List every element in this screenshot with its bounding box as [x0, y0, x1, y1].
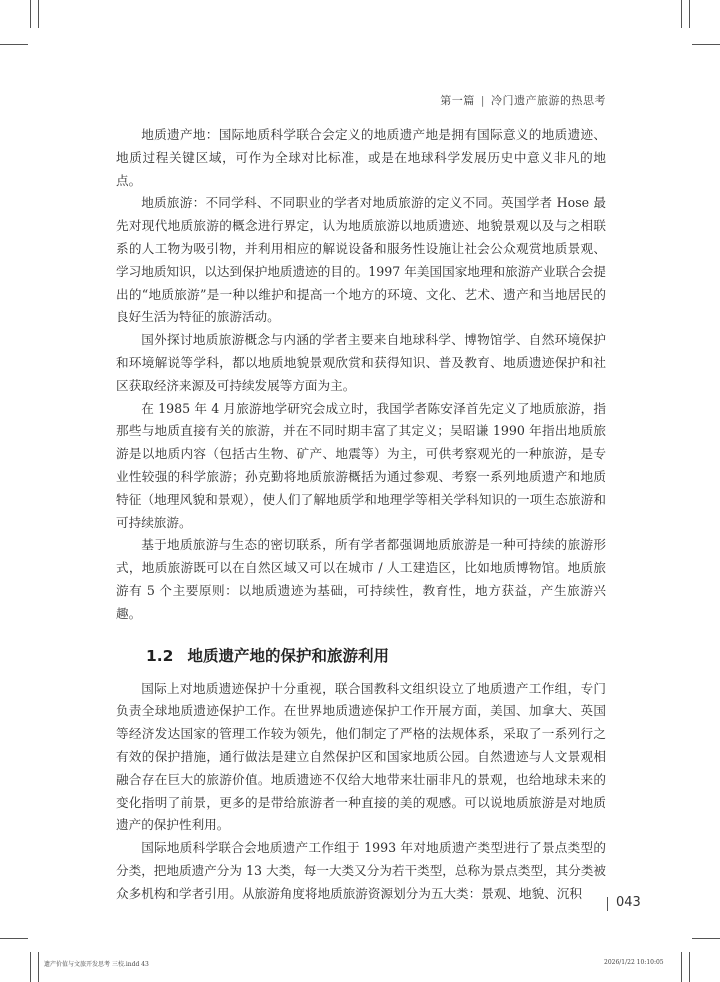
crop-mark [0, 44, 28, 45]
header-separator: | [480, 94, 485, 107]
crop-mark [689, 0, 690, 28]
crop-mark [689, 952, 690, 982]
slug-timestamp: 2026/1/22 10:10:05 [604, 959, 664, 966]
section-title: 地质遗产地的保护和旅游利用 [187, 646, 389, 665]
running-header [440, 92, 606, 108]
section-heading [146, 644, 606, 666]
paragraph-international-protection: 国际上对地质遗迹保护十分重视，联合国教科文组织设立了地质遗产工作组，专门负责全球地质遗迹保护工作。在世界地质遗迹保护工作开展方面，美国、加拿大、英国等经济发达国家的管理工作较为领先，他们制定了严格的法规体系，采取了一系列行之有效的保护措施，通行做法是建立自然保护区和国家地质公园。自然遗迹与人文景观相融合存在巨大的旅游价值。地质遗迹不仅给大地带来壮丽非凡的景观，也给地球未来的变化指明了前景，更多的是带给旅游者一种直接的美的观感。可以说地质旅游是对地质遗产的保护性利用。 [116, 680, 606, 833]
paragraph-foreign-scholars: 国外探讨地质旅游概念与内涵的学者主要来自地球科学、博物馆学、自然环境保护和环境解说等学科，都以地质地貌景观欣赏和获得知识、普及教育、地质遗迹保护和社区获取经济来源及可持续发展等方面为主。 [116, 332, 606, 393]
paragraph-classification: 国际地质科学联合会地质遗产工作组于 1993 年对地质遗产类型进行了景点类型的分类，把地质遗产分为 13 大类，每一大类又分为若干类型，总称为景点类型，其分类被众多机构和学者引用。从旅游角度将地质旅游资源划分为五大类：景观、地貌、沉积 [116, 840, 607, 901]
crop-mark [30, 0, 31, 28]
crop-mark [38, 0, 39, 28]
slug-file: 遗产价值与文旅开发思考 三校.indd 43 [44, 961, 149, 968]
crop-mark [681, 0, 682, 28]
paragraph-chinese-scholars: 在 1985 年 4 月旅游地学研究会成立时，我国学者陈安泽首先定义了地质旅游，指那些与地质直接有关的旅游，并在不同时期丰富了其定义；吴昭谦 1990 年指出地质旅游是以地质内容（包括古生物、矿产、地震等）为主，可供考察观光的一种旅游，是专业性较强的科学旅游；孙克勤将地质旅游概括为通过参观、考察一系列地质遗产和地质特征（地理风貌和景观），使人们了解地质学和地理学等相关学科知识的一项生态旅游和可持续旅游。 [116, 400, 606, 530]
crop-mark [0, 938, 28, 939]
paragraph-principles: 基于地质旅游与生态的密切联系，所有学者都强调地质旅游是一种可持续的旅游形式，地质旅游既可以在自然区域又可以在城市 / 人工建造区，比如地质博物馆。地质旅游有 5 个主要原则：以地质遗迹为基础，可持续性，教育性，地方获益，产生旅游兴趣。 [116, 537, 606, 621]
header-part: 第一篇 [440, 94, 475, 107]
section-number: 1.2 [146, 646, 174, 665]
page-number: 043 [616, 895, 641, 910]
crop-mark [30, 952, 31, 982]
folio-divider [607, 897, 608, 911]
crop-mark [692, 44, 720, 45]
paragraph-geotourism-definition: 地质旅游：不同学科、不同职业的学者对地质旅游的定义不同。英国学者 Hose 最先对现代地质旅游的概念进行界定，认为地质旅游以地质遗迹、地貌景观以及与之相联系的人工物为吸引物，并利用相应的解说设备和服务性设施让社会公众观赏地质景观、学习地质知识，以达到保护地质遗迹的目的。1997 年美国国家地理和旅游产业联合会提出的“地质旅游”是一种以维护和提高一个地方的环境、文化、艺术、遗产和当地居民的良好生活为特征的旅游活动。 [116, 195, 606, 325]
header-title: 冷门遗产旅游的热思考 [491, 94, 606, 107]
paragraph-geoheritage-site: 地质遗产地：国际地质科学联合会定义的地质遗产地是拥有国际意义的地质遗迹、地质过程关键区域，可作为全球对比标准，或是在地球科学发展历史中意义非凡的地点。 [116, 127, 606, 188]
crop-mark [681, 952, 682, 982]
crop-mark [38, 952, 39, 982]
page-body [116, 124, 606, 906]
crop-mark [692, 938, 720, 939]
